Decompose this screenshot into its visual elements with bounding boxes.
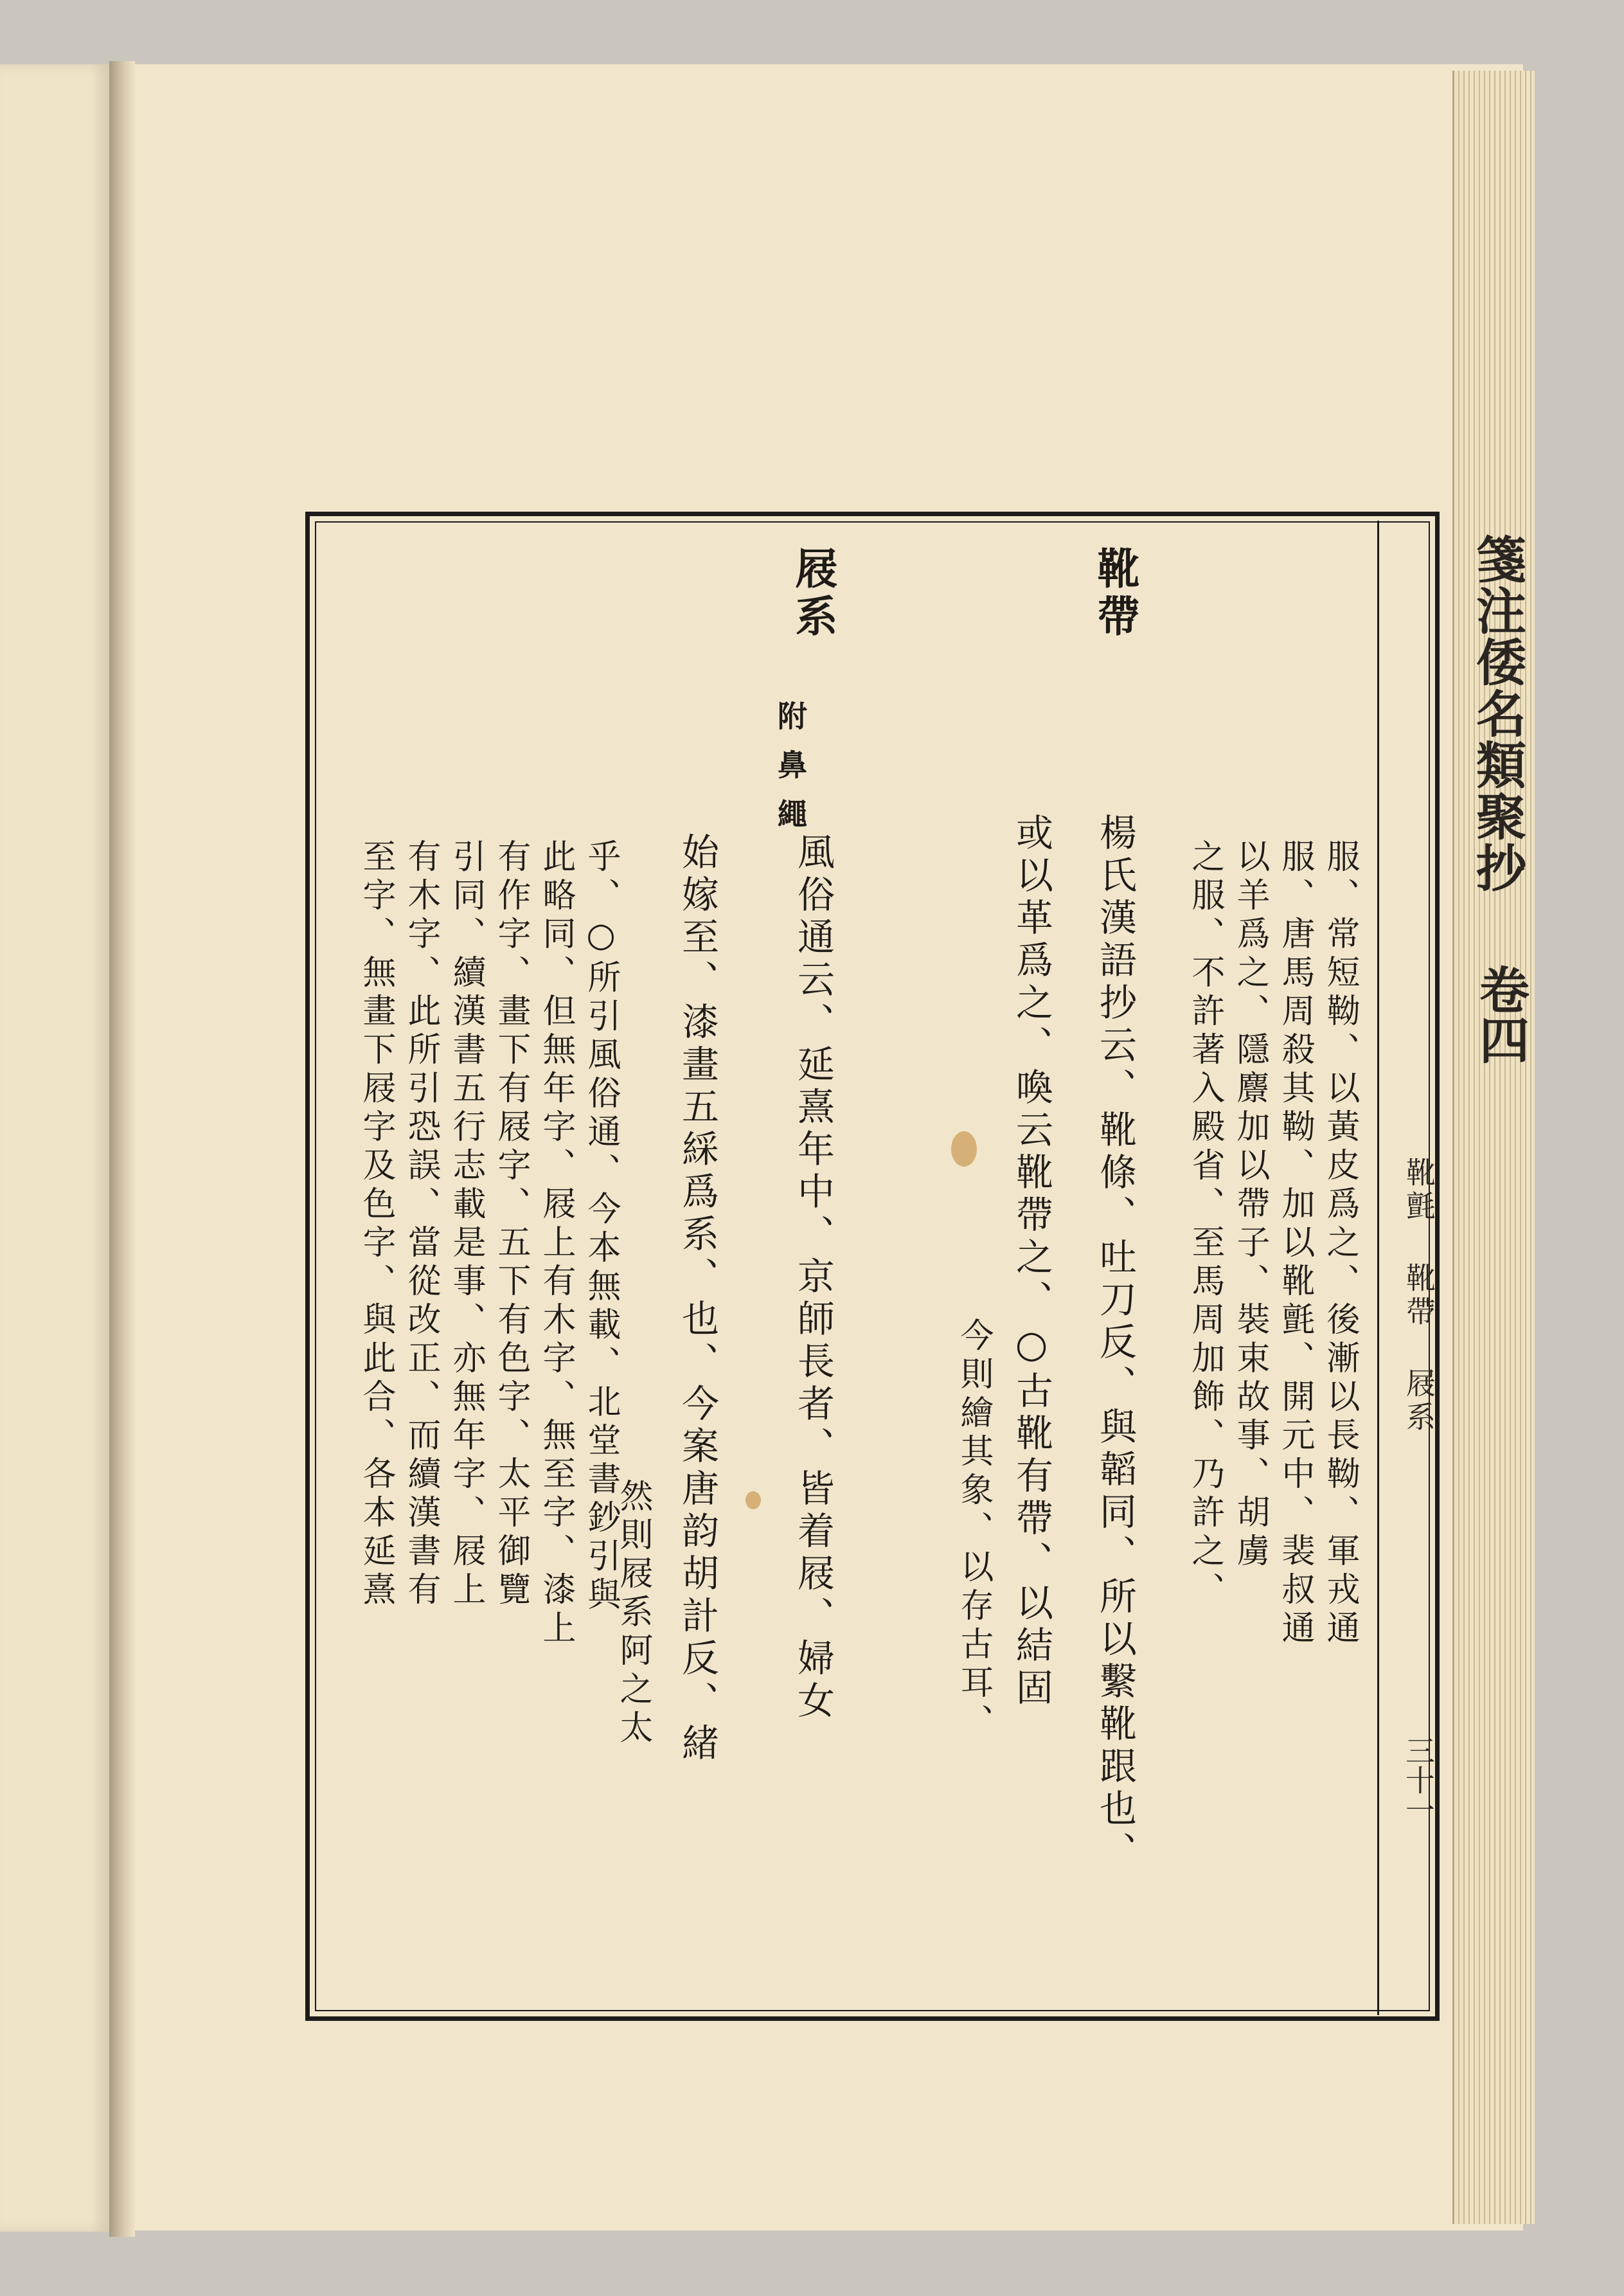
margin-chapter: 卷四 xyxy=(1471,964,1530,1064)
book-gutter xyxy=(109,61,135,2237)
text-column-13: 乎、○所引風俗通、今本無載、北堂書鈔引與 xyxy=(582,839,620,1615)
text-column-14: 此略同、但無年字、屐上有木字、無至字、漆上 xyxy=(537,839,575,1649)
text-column-12: 然則屐系阿之太 xyxy=(614,1478,652,1748)
margin-rule xyxy=(1377,521,1379,2015)
text-column-18: 至字、無畫下屐字及色字、與此合、各本延熹 xyxy=(357,839,395,1610)
heading-boots-strap: 靴帶 xyxy=(1090,546,1140,641)
text-column-3: 以羊爲之、隱麖加以帶子、裝束故事、胡虜 xyxy=(1231,839,1269,1572)
left-page xyxy=(0,64,109,2232)
paper-stain xyxy=(745,1491,761,1509)
text-column-1: 服、常短靿、以黃皮爲之、後漸以長靿、軍戎通 xyxy=(1321,839,1359,1649)
page-edges xyxy=(1452,71,1535,2224)
margin-section-list: 靴氈 靴帶 屐系 xyxy=(1402,1157,1436,1435)
text-column-2: 服、唐馬周殺其靿、加以靴氈、開元中、裴叔通 xyxy=(1276,839,1314,1649)
paper-stain xyxy=(951,1131,977,1167)
margin-book-title: 箋注倭名類聚抄 xyxy=(1468,534,1526,893)
text-column-11: 始嫁至、漆畫五綵爲系、也、今案唐韵胡計反、緒 xyxy=(675,832,719,1766)
text-column-10: 風俗通云、延熹年中、京師長者、皆着屐、婦女 xyxy=(791,832,835,1723)
subheading-nose-cord: 附鼻繩 xyxy=(773,701,808,847)
text-column-16: 引同、續漢書五行志載是事、亦無年字、屐上 xyxy=(447,839,485,1610)
text-column-4: 之服、不許著入殿省、至馬周加飾、乃許之、 xyxy=(1186,839,1224,1610)
page-number: 三十一 xyxy=(1401,1735,1436,1824)
text-column-7: 或以革爲之、喚云靴帶之、○古靴有帶、以結固 xyxy=(1010,813,1053,1710)
heading-clog-strap: 屐系 xyxy=(788,546,838,641)
text-column-15: 有作字、畫下有屐字、五下有色字、太平御覽 xyxy=(492,839,530,1610)
text-column-6: 楊氏漢語抄云、靴條、吐刀反、與韜同、所以繫靴跟也、 xyxy=(1093,813,1137,1874)
text-column-17: 有木字、此所引恐誤、當從改正、而續漢書有 xyxy=(402,839,440,1610)
text-column-8: 今則繪其象、以存古耳、 xyxy=(954,1318,993,1742)
